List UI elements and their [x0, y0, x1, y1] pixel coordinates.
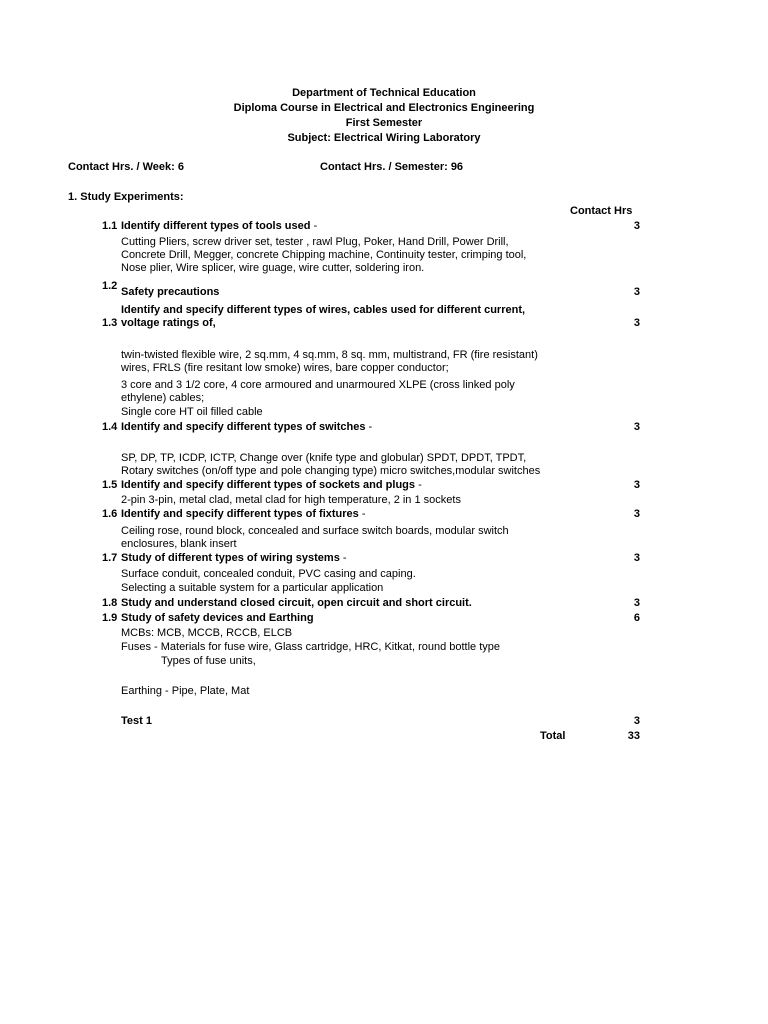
item-detail: Surface conduit, concealed conduit, PVC casing and caping.	[121, 568, 416, 580]
item-number: 1.8	[102, 597, 118, 609]
item-detail: Concrete Drill, Megger, concrete Chipping machine, Continuity tester, crimping tool,	[121, 249, 527, 261]
item-number: 1.1	[102, 220, 118, 232]
test-label: Test 1	[121, 715, 152, 727]
total-hours: 33	[627, 730, 640, 742]
contact-hrs-week: Contact Hrs. / Week: 6	[68, 161, 184, 173]
total-label: Total	[540, 730, 566, 742]
item-detail: enclosures, blank insert	[121, 538, 237, 550]
course-title: Diploma Course in Electrical and Electronics Engineering	[233, 102, 535, 114]
item-detail: ethylene) cables;	[121, 392, 205, 404]
semester-title: First Semester	[345, 117, 423, 129]
item-detail: Earthing - Pipe, Plate, Mat	[121, 685, 250, 697]
item-detail: Nose plier, Wire splicer, wire guage, wire cutter, soldering iron.	[121, 262, 425, 274]
item-detail: 3 core and 3 1/2 core, 4 core armoured and unarmoured XLPE (cross linked poly	[121, 379, 515, 391]
item-detail: MCBs: MCB, MCCB, RCCB, ELCB	[121, 627, 293, 639]
item-detail: Selecting a suitable system for a particular application	[121, 582, 384, 594]
contact-hrs-header: Contact Hrs	[570, 205, 633, 217]
contact-hrs-semester: Contact Hrs. / Semester: 96	[320, 161, 464, 173]
item-number: 1.7	[102, 552, 118, 564]
item-hours: 3	[633, 317, 640, 329]
item-detail: Ceiling rose, round block, concealed and surface switch boards, modular switch	[121, 525, 509, 537]
item-title: Study of safety devices and Earthing	[121, 612, 314, 624]
item-number: 1.5	[102, 479, 118, 491]
item-number: 1.3	[102, 317, 118, 329]
item-title: Study and understand closed circuit, open circuit and short circuit.	[121, 597, 472, 609]
item-number: 1.9	[102, 612, 118, 624]
item-detail: Single core HT oil filled cable	[121, 406, 263, 418]
item-hours: 3	[633, 286, 640, 298]
item-hours: 3	[633, 552, 640, 564]
item-title: voltage ratings of,	[121, 317, 216, 329]
item-hours: 3	[633, 508, 640, 520]
section-title: 1. Study Experiments:	[68, 191, 184, 203]
item-title: Identify and specify different types of fixtures -	[121, 508, 366, 520]
item-detail: Rotary switches (on/off type and pole changing type) micro switches,modular switches	[121, 465, 541, 477]
item-hours: 3	[633, 597, 640, 609]
item-detail: Cutting Pliers, screw driver set, tester , rawl Plug, Poker, Hand Drill, Power Drill,	[121, 236, 509, 248]
item-detail: Fuses - Materials for fuse wire, Glass cartridge, HRC, Kitkat, round bottle type	[121, 641, 501, 653]
item-detail: 2-pin 3-pin, metal clad, metal clad for high temperature, 2 in 1 sockets	[121, 494, 461, 506]
item-title: Identify and specify different types of sockets and plugs -	[121, 479, 422, 491]
item-number: 1.6	[102, 508, 118, 520]
item-hours: 3	[633, 421, 640, 433]
item-title: Identify and specify different types of switches -	[121, 421, 373, 433]
item-number: 1.4	[102, 421, 118, 433]
subject-title: Subject: Electrical Wiring Laboratory	[287, 132, 481, 144]
item-detail: twin-twisted flexible wire, 2 sq.mm, 4 sq.mm, 8 sq. mm, multistrand, FR (fire resistant)	[121, 349, 538, 361]
item-hours: 3	[633, 220, 640, 232]
item-title: Identify different types of tools used -	[121, 220, 318, 232]
test-hours: 3	[633, 715, 640, 727]
item-hours: 6	[633, 612, 640, 624]
item-number: 1.2	[102, 280, 118, 292]
item-title: Identify and specify different types of wires, cables used for different current,	[121, 304, 526, 316]
item-title: Safety precautions	[121, 286, 220, 298]
item-detail: Types of fuse units,	[161, 655, 256, 667]
item-title: Study of different types of wiring systems -	[121, 552, 347, 564]
item-detail: SP, DP, TP, ICDP, ICTP, Change over (knife type and globular) SPDT, DPDT, TPDT,	[121, 452, 527, 464]
item-detail: wires, FRLS (fire resitant low smoke) wires, bare copper conductor;	[121, 362, 449, 374]
dept-title: Department of Technical Education	[292, 87, 476, 99]
item-hours: 3	[633, 479, 640, 491]
